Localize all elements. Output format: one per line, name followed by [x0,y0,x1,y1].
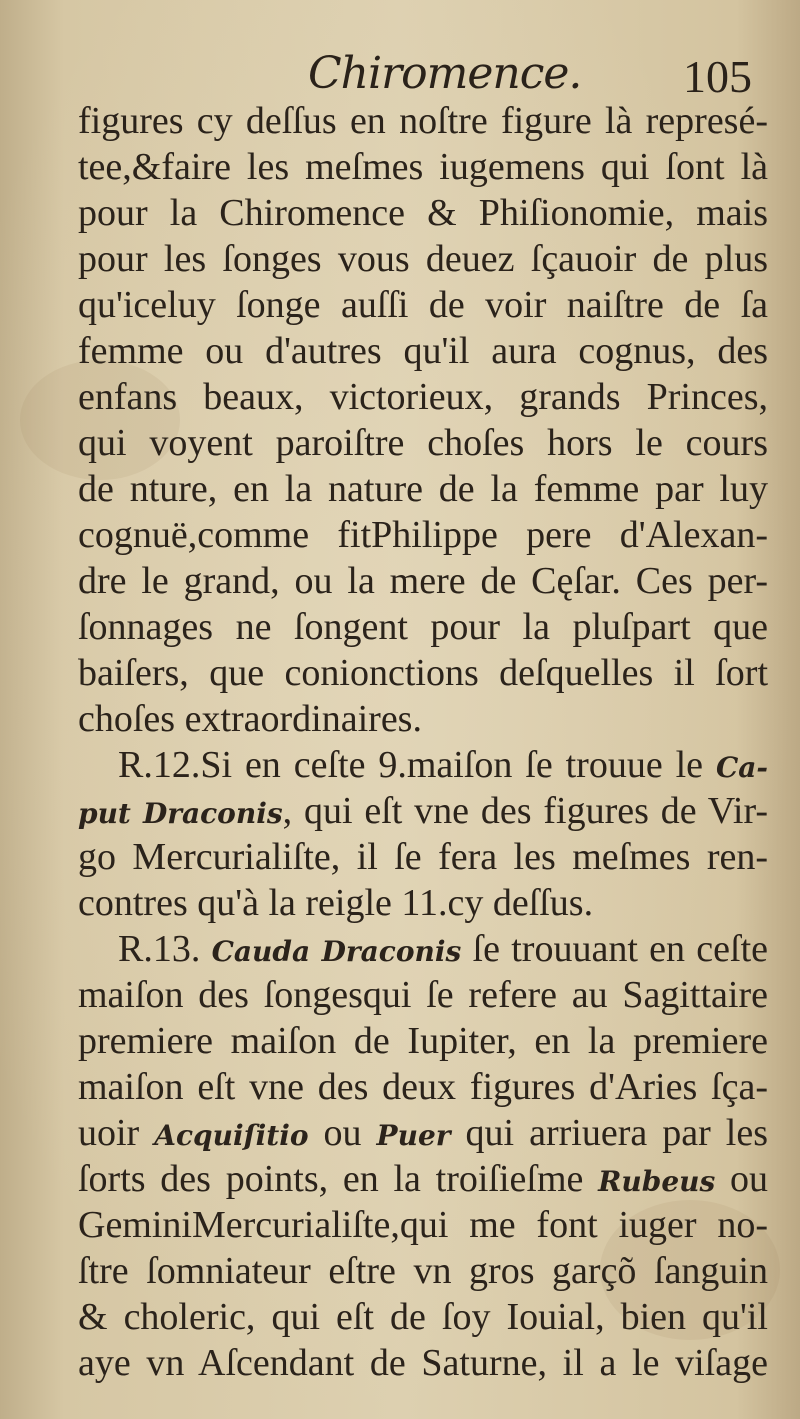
text-line: enfans beaux, victorieux, grands Princes, [78,376,768,418]
italic-term: put Draconis [78,797,283,830]
italic-term: Ca- [715,751,768,784]
text-line: dre le grand, ou la mere de Cęſar. Ces per- [78,560,768,602]
italic-term: Cauda Draconis [211,935,462,968]
text-line: pour les ſonges vous deuez ſçauoir de plus [78,238,768,280]
text-line: baiſers, que conionctions deſquelles il ſort [78,652,768,694]
text-line: qu'iceluy ſonge auſſi de voir naiſtre de ſa [78,284,768,326]
text-line: go Mercurialiſte, il ſe fera les meſmes ren- [78,836,768,878]
text-line: pour la Chiromence & Phiſionomie, mais [78,192,768,234]
text-line: tee,&faire les meſmes iugemens qui ſont là [78,146,768,188]
text-line: & choleric, qui eſt de ſoy Iouial, bien qu'il [78,1296,768,1338]
italic-term: Rubeus [598,1165,716,1198]
text-line: figures cy deſſus en noſtre figure là represé- [78,100,768,142]
text-line: cognuë,comme fitPhilippe pere d'Alexan- [78,514,768,556]
body-text [78,98,768,1386]
text-line: de nture, en la nature de la femme par luy [78,468,768,510]
text-line: ſonnages ne ſongent pour la pluſpart que [78,606,768,648]
text-line: maiſon eſt vne des deux figures d'Aries ſça- [78,1066,768,1108]
text-line: aye vn Aſcendant de Saturne, il a le viſage [78,1342,768,1384]
text-line: maiſon des ſongesqui ſe refere au Sagittaire [78,974,768,1016]
text-line: ſtre ſomniateur eſtre vn gros garçõ ſanguin [78,1250,768,1292]
text-line: femme ou d'autres qu'il aura cognus, des [78,330,768,372]
text-line: premiere maiſon de Iupiter, en la premiere [78,1020,768,1062]
italic-term: Puer [376,1119,451,1152]
page-number: 105 [683,51,752,102]
text-line: R.12.Si en ceſte 9.maiſon ſe trouue le Ca- [118,744,768,786]
text-line: choſes extraordinaires. [78,698,422,740]
running-head: Chiromence. [308,48,582,99]
text-line: qui voyent paroiſtre choſes hors le cours [78,422,768,464]
text-line: GeminiMercurialiſte,qui me font iuger no- [78,1204,768,1246]
text-line: R.13. Cauda Draconis ſe trouuant en ceſte [118,928,768,970]
italic-term: Acquiſitio [154,1119,309,1152]
text-line: ſorts des points, en la troiſieſme Rubeus ou [78,1158,769,1200]
text-line: contres qu'à la reigle 11.cy deſſus. [78,882,594,924]
text-line: uoir Acquiſitio ou Puer qui arriuera par les [78,1112,768,1154]
text-line: put Draconis, qui eſt vne des figures de Vir- [78,790,769,832]
